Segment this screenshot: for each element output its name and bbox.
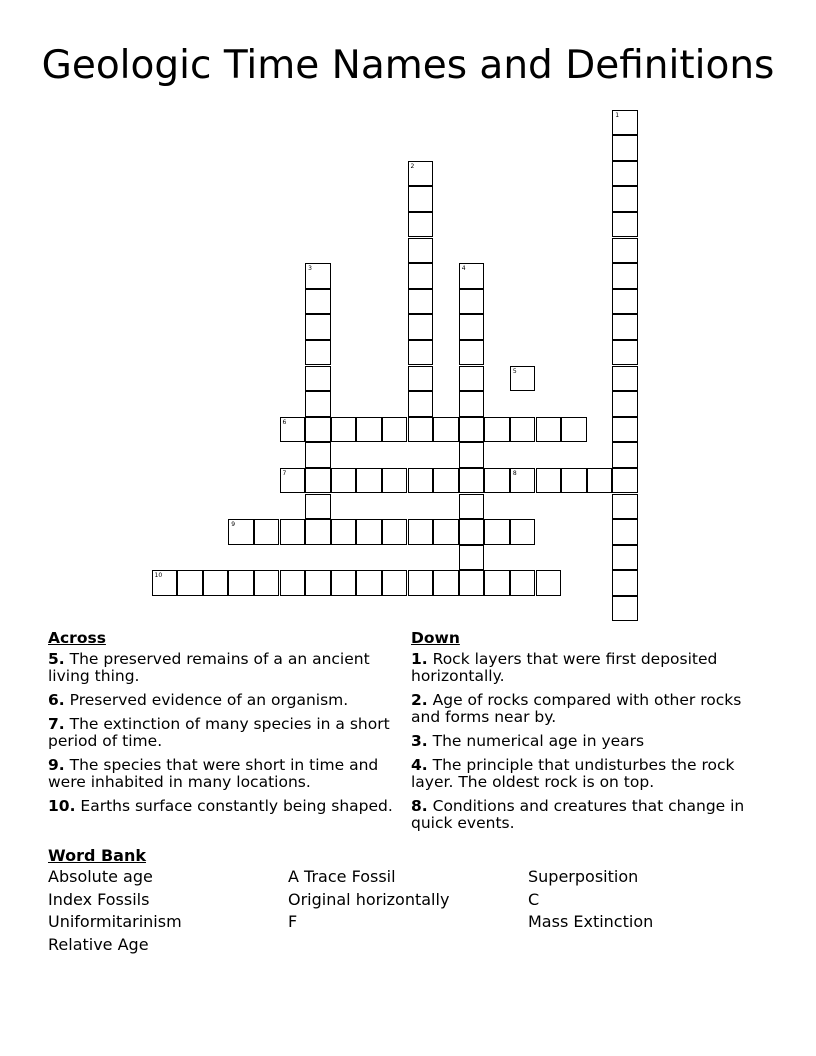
crossword-cell[interactable] [408,340,434,366]
clue-number: 7. [48,715,65,733]
crossword-cell[interactable] [459,494,485,520]
crossword-cell[interactable] [408,186,434,212]
cell-number: 5 [512,367,517,375]
crossword-cell[interactable] [305,340,331,366]
crossword-cell[interactable] [612,110,638,136]
crossword-cell[interactable] [459,263,485,289]
crossword-cell[interactable] [459,314,485,340]
crossword-cell[interactable] [280,519,306,545]
crossword-cell[interactable] [612,212,638,238]
crossword-cell[interactable] [356,570,382,596]
crossword-cell[interactable] [612,545,638,571]
crossword-cell[interactable] [612,519,638,545]
crossword-cell[interactable] [305,442,331,468]
crossword-cell[interactable] [612,289,638,315]
word-bank-item: Absolute age [48,867,153,886]
crossword-cell[interactable] [459,340,485,366]
clue-text: The principle that undisturbes the rock layer. The oldest rock is on top. [411,756,735,791]
clue-text: The numerical age in years [432,732,645,750]
crossword-cell[interactable] [408,263,434,289]
clue-number: 4. [411,756,428,774]
word-bank-item: Superposition [528,867,639,886]
crossword-cell[interactable] [612,135,638,161]
clue-number: 2. [411,691,428,709]
crossword-cell[interactable] [305,289,331,315]
crossword-cell[interactable] [408,570,434,596]
crossword-cell[interactable] [356,417,382,443]
word-bank-item: Original horizontally [288,889,450,909]
crossword-cell[interactable] [612,494,638,520]
crossword-cell[interactable] [331,468,357,494]
crossword-cell[interactable] [459,289,485,315]
crossword-cell[interactable] [408,314,434,340]
clue-down-3 [411,733,761,750]
crossword-cell[interactable] [612,314,638,340]
crossword-cell[interactable] [612,238,638,264]
cell-number: 7 [282,469,287,477]
cell-number: 1 [615,111,620,119]
clue-text: Conditions and creatures that change in quick events. [411,797,745,832]
crossword-cell[interactable] [536,570,562,596]
crossword-cell[interactable] [408,417,434,443]
cell-number: 6 [282,418,287,426]
cell-number: 10 [154,572,163,580]
crossword-cell[interactable] [203,570,229,596]
crossword-cell[interactable] [408,468,434,494]
word-bank-heading: Word Bank [48,846,147,865]
crossword-cell[interactable] [459,417,485,443]
clue-text: Preserved evidence of an organism. [69,691,349,709]
crossword-cell[interactable] [305,570,331,596]
crossword-cell[interactable] [612,596,638,622]
crossword-cell[interactable] [408,391,434,417]
crossword-cell[interactable] [228,519,254,545]
crossword-cell[interactable] [433,519,459,545]
clue-text: Earths surface constantly being shaped. [80,797,393,815]
crossword-cell[interactable] [510,366,536,392]
clue-number: 5. [48,650,65,668]
crossword-cell[interactable] [356,468,382,494]
crossword-cell[interactable] [305,391,331,417]
clue-down-2 [411,692,761,726]
clue-text: The species that were short in time and were inhabited in many locations. [48,756,379,791]
crossword-cell[interactable] [612,570,638,596]
crossword-cell[interactable] [536,468,562,494]
crossword-cell[interactable] [382,570,408,596]
crossword-cell[interactable] [280,468,306,494]
crossword-cell[interactable] [612,417,638,443]
clue-number: 10. [48,797,76,815]
word-bank-item: F [288,912,298,931]
crossword-cell[interactable] [408,519,434,545]
crossword-cell[interactable] [536,417,562,443]
crossword-cell[interactable] [305,263,331,289]
crossword-cell[interactable] [382,519,408,545]
word-bank-item: Mass Extinction [528,912,654,931]
crossword-cell[interactable] [459,366,485,392]
across-clues [48,630,398,822]
crossword-cell[interactable] [484,468,510,494]
crossword-cell[interactable] [228,570,254,596]
crossword-cell[interactable] [612,263,638,289]
clue-text: The extinction of many species in a short period of time. [48,715,390,750]
crossword-cell[interactable] [612,468,638,494]
crossword-cell[interactable] [484,519,510,545]
crossword-cell[interactable] [254,519,280,545]
crossword-cell[interactable] [177,570,203,596]
across-heading: Across [48,629,106,647]
page-title: Geologic Time Names and Definitions [41,43,775,88]
crossword-cell[interactable] [305,468,331,494]
crossword-cell[interactable] [484,417,510,443]
crossword-cell[interactable] [382,468,408,494]
crossword-cell[interactable] [561,468,587,494]
crossword-cell[interactable] [510,468,536,494]
word-bank-item: A Trace Fossil [288,867,396,886]
crossword-cell[interactable] [612,366,638,392]
crossword-cell[interactable] [408,289,434,315]
clue-across-10 [48,798,398,815]
clue-down-4 [411,757,761,791]
crossword-cell[interactable] [612,442,638,468]
clue-across-7 [48,716,398,750]
crossword-cell[interactable] [612,391,638,417]
crossword-cell[interactable] [331,519,357,545]
crossword-cell[interactable] [356,519,382,545]
crossword-cell[interactable] [510,570,536,596]
crossword-cell[interactable] [510,417,536,443]
word-bank-item: Relative Age [48,934,149,954]
crossword-cell[interactable] [305,366,331,392]
word-bank-item: C [528,889,540,909]
clue-down-8 [411,798,761,832]
clue-text: The preserved remains of a an ancient living thing. [48,650,370,685]
clue-number: 9. [48,756,65,774]
crossword-cell[interactable] [305,417,331,443]
clue-number: 1. [411,650,428,668]
crossword-cell[interactable] [152,570,178,596]
crossword-cell[interactable] [305,314,331,340]
crossword-cell[interactable] [408,366,434,392]
clue-across-5 [48,651,398,685]
clue-number: 8. [411,797,428,815]
crossword-cell[interactable] [587,468,613,494]
cell-number: 2 [410,162,415,170]
crossword-cell[interactable] [408,238,434,264]
crossword-cell[interactable] [433,468,459,494]
crossword-cell[interactable] [254,570,280,596]
cell-number: 3 [308,265,312,273]
crossword-cell[interactable] [561,417,587,443]
crossword-cell[interactable] [459,570,485,596]
cell-number: 9 [231,521,236,529]
cell-number: 8 [512,469,517,477]
clue-number: 6. [48,691,65,709]
crossword-cell[interactable] [459,545,485,571]
crossword-cell[interactable] [612,186,638,212]
clue-number: 3. [411,732,428,750]
word-bank-item: Index Fossils [48,889,150,909]
crossword-cell[interactable] [331,570,357,596]
word-bank-item: Uniformitarinism [48,912,182,931]
crossword-cell[interactable] [433,570,459,596]
crossword-cell[interactable] [484,570,510,596]
word-bank [48,846,768,956]
clue-across-9 [48,757,398,791]
crossword-cell[interactable] [612,161,638,187]
clue-text: Age of rocks compared with other rocks and forms near by. [411,691,742,726]
crossword-cell[interactable] [280,570,306,596]
crossword-cell[interactable] [305,494,331,520]
down-clues [411,630,761,839]
crossword-cell[interactable] [612,340,638,366]
clue-down-1 [411,651,761,685]
crossword-cell[interactable] [459,519,485,545]
clue-across-6 [48,692,398,709]
cell-number: 4 [461,265,466,273]
crossword-cell[interactable] [331,417,357,443]
crossword-cell[interactable] [510,519,536,545]
word-bank-list [48,866,768,956]
crossword-cell[interactable] [459,442,485,468]
crossword-cell[interactable] [382,417,408,443]
crossword-cell[interactable] [433,417,459,443]
crossword-cell[interactable] [459,391,485,417]
crossword-cell[interactable] [408,161,434,187]
crossword-cell[interactable] [305,519,331,545]
crossword-cell[interactable] [408,212,434,238]
down-heading: Down [411,629,460,647]
crossword-cell[interactable] [280,417,306,443]
crossword-cell[interactable] [459,468,485,494]
clue-text: Rock layers that were first deposited horizontally. [411,650,718,685]
